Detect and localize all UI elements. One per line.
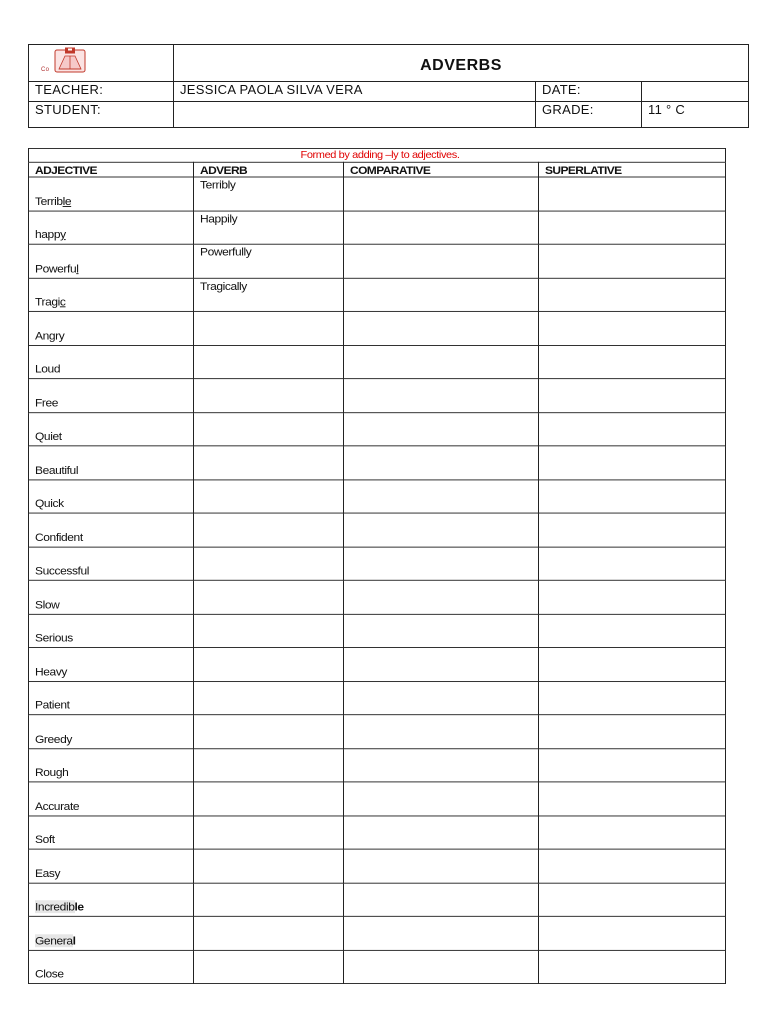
adjective-text: Quiet: [35, 429, 62, 443]
table-row: [29, 681, 726, 715]
comparative-cell[interactable]: [344, 412, 539, 446]
adjective-cell: [29, 345, 194, 379]
superlative-cell[interactable]: [539, 311, 726, 345]
adjective-text: Successful: [35, 564, 90, 578]
adjective-cell: [29, 614, 194, 648]
superlative-cell[interactable]: [539, 547, 726, 581]
table-row: [29, 412, 726, 446]
column-header-row: [29, 162, 726, 177]
adjective-text: Patient: [35, 698, 70, 712]
adjective-text: happ: [35, 228, 61, 241]
adverb-cell[interactable]: [194, 547, 344, 581]
comparative-cell[interactable]: [344, 244, 539, 278]
adverb-cell[interactable]: [194, 345, 344, 379]
adjective-ending: l: [72, 933, 76, 947]
superlative-cell[interactable]: [539, 816, 726, 850]
table-row: [29, 446, 726, 480]
superlative-cell[interactable]: [539, 715, 726, 749]
superlative-cell[interactable]: [539, 883, 726, 917]
student-label: STUDENT:: [29, 102, 174, 128]
superlative-cell[interactable]: [539, 244, 726, 278]
comparative-cell[interactable]: [344, 748, 539, 782]
adverb-cell[interactable]: [194, 715, 344, 749]
comparative-cell[interactable]: [344, 446, 539, 480]
adjective-cell: [29, 513, 194, 547]
date-field[interactable]: [642, 82, 749, 102]
column-header-comparative: COMPARATIVE: [344, 162, 539, 177]
school-logo-icon: [41, 47, 99, 73]
table-row: [29, 513, 726, 547]
table-row: [29, 379, 726, 413]
adjective-ending: le: [74, 900, 84, 914]
adverb-cell[interactable]: [194, 379, 344, 413]
superlative-cell[interactable]: [539, 479, 726, 513]
teacher-label: TEACHER:: [29, 82, 174, 102]
superlative-cell[interactable]: [539, 614, 726, 648]
superlative-cell[interactable]: [539, 513, 726, 547]
grade-value: 11 ° C: [642, 102, 749, 128]
comparative-cell[interactable]: [344, 211, 539, 245]
superlative-cell[interactable]: [539, 647, 726, 681]
superlative-cell[interactable]: [539, 379, 726, 413]
grade-label: GRADE:: [536, 102, 642, 128]
adverb-cell[interactable]: [194, 446, 344, 480]
adverb-cell[interactable]: [194, 748, 344, 782]
adverb-cell[interactable]: [194, 513, 344, 547]
adjective-text: Easy: [35, 866, 61, 880]
adverb-cell[interactable]: [194, 580, 344, 614]
adjective-ending: le: [62, 194, 72, 208]
comparative-cell[interactable]: [344, 715, 539, 749]
superlative-cell[interactable]: [539, 412, 726, 446]
svg-text:Co: Co: [41, 67, 50, 73]
table-row: [29, 849, 726, 883]
adjective-ending: l: [76, 261, 79, 275]
adjective-cell: [29, 950, 194, 984]
adjective-cell: [29, 278, 194, 312]
superlative-cell[interactable]: [539, 849, 726, 883]
comparative-cell[interactable]: [344, 513, 539, 547]
adjective-text: Quick: [35, 496, 64, 510]
adverb-cell[interactable]: Happily: [194, 211, 344, 245]
adjective-cell: [29, 479, 194, 513]
adjective-text: Powerfu: [35, 261, 77, 275]
superlative-cell[interactable]: [539, 950, 726, 984]
adverb-cell[interactable]: [194, 647, 344, 681]
adjective-text: Free: [35, 396, 59, 410]
table-row: [29, 479, 726, 513]
adjective-cell: [29, 849, 194, 883]
superlative-cell[interactable]: [539, 278, 726, 312]
date-label: DATE:: [536, 82, 642, 102]
column-header-adjective: ADJECTIVE: [29, 162, 194, 177]
column-header-superlative: SUPERLATIVE: [539, 162, 726, 177]
superlative-cell[interactable]: [539, 580, 726, 614]
adjective-cell: [29, 547, 194, 581]
adjective-cell: [29, 916, 194, 950]
superlative-cell[interactable]: [539, 681, 726, 715]
adjective-cell: [29, 211, 194, 245]
adjective-cell: [29, 647, 194, 681]
table-row: [29, 816, 726, 850]
comparative-cell[interactable]: [344, 345, 539, 379]
comparative-cell[interactable]: [344, 614, 539, 648]
adverb-cell[interactable]: [194, 782, 344, 816]
table-row: [29, 950, 726, 984]
comparative-cell[interactable]: [344, 547, 539, 581]
column-header-adverb: ADVERB: [194, 162, 344, 177]
page-title: ADVERBS: [174, 45, 749, 82]
adjective-cell: [29, 311, 194, 345]
table-row: [29, 311, 726, 345]
adjective-text: Soft: [35, 833, 55, 846]
header-table: [28, 44, 749, 128]
adjective-text: Heavy: [35, 664, 68, 678]
comparative-cell[interactable]: [344, 379, 539, 413]
comparative-cell[interactable]: [344, 816, 539, 850]
adjective-cell: [29, 816, 194, 850]
table-row: [29, 647, 726, 681]
adjective-cell: [29, 412, 194, 446]
table-row: [29, 177, 726, 211]
table-row: [29, 244, 726, 278]
superlative-cell[interactable]: [539, 345, 726, 379]
table-row: [29, 916, 726, 950]
adjective-cell: [29, 177, 194, 211]
comparative-cell[interactable]: [344, 883, 539, 917]
comparative-cell[interactable]: [344, 311, 539, 345]
comparative-cell[interactable]: [344, 647, 539, 681]
logo-cell: [29, 45, 174, 82]
adverb-cell[interactable]: [194, 681, 344, 715]
adjective-text: Genera: [35, 933, 73, 947]
adverb-cell[interactable]: [194, 614, 344, 648]
worksheet-table: [28, 148, 726, 984]
adjective-text: Tragi: [35, 295, 60, 309]
adjective-cell: [29, 580, 194, 614]
adverb-cell[interactable]: Powerfully: [194, 244, 344, 278]
comparative-cell[interactable]: [344, 278, 539, 312]
adjective-ending: y: [60, 228, 66, 241]
table-row: [29, 278, 726, 312]
student-field[interactable]: [174, 102, 536, 128]
adjective-text: Greedy: [35, 732, 72, 746]
adjective-text: Beautiful: [35, 463, 79, 477]
table-row: [29, 883, 726, 917]
table-row: [29, 547, 726, 581]
adjective-text: Terrib: [35, 194, 63, 208]
adjective-cell: [29, 244, 194, 278]
adverb-cell[interactable]: [194, 479, 344, 513]
adverb-cell[interactable]: Terribly: [194, 177, 344, 211]
teacher-value: JESSICA PAOLA SILVA VERA: [174, 82, 536, 102]
comparative-cell[interactable]: [344, 681, 539, 715]
adjective-cell: [29, 748, 194, 782]
superlative-cell[interactable]: [539, 177, 726, 211]
adjective-cell: [29, 883, 194, 917]
adjective-text: Close: [35, 967, 64, 981]
superlative-cell[interactable]: [539, 748, 726, 782]
adverb-cell[interactable]: [194, 849, 344, 883]
table-row: [29, 614, 726, 648]
adverb-cell[interactable]: [194, 412, 344, 446]
adjective-text: Incredib: [35, 900, 75, 914]
table-row: [29, 748, 726, 782]
adjective-cell: [29, 782, 194, 816]
adjective-cell: [29, 379, 194, 413]
adjective-text: Confident: [35, 530, 83, 544]
formation-note: Formed by adding –ly to adjectives.: [29, 148, 726, 162]
adjective-cell: [29, 446, 194, 480]
adverb-cell[interactable]: [194, 916, 344, 950]
superlative-cell[interactable]: [539, 916, 726, 950]
comparative-cell[interactable]: [344, 580, 539, 614]
adverb-cell[interactable]: [194, 950, 344, 984]
comparative-cell[interactable]: [344, 950, 539, 984]
superlative-cell[interactable]: [539, 782, 726, 816]
table-row: [29, 715, 726, 749]
adjective-text: Slow: [35, 597, 60, 611]
table-row: [29, 580, 726, 614]
superlative-cell[interactable]: [539, 446, 726, 480]
comparative-cell[interactable]: [344, 782, 539, 816]
adverb-cell[interactable]: [194, 311, 344, 345]
table-row: [29, 782, 726, 816]
comparative-cell[interactable]: [344, 479, 539, 513]
adjective-text: Rough: [35, 765, 69, 779]
comparative-cell[interactable]: [344, 177, 539, 211]
adjective-text: Angry: [35, 328, 65, 342]
superlative-cell[interactable]: [539, 211, 726, 245]
adjective-cell: [29, 715, 194, 749]
adjective-text: Serious: [35, 631, 73, 645]
comparative-cell[interactable]: [344, 916, 539, 950]
adjective-cell: [29, 681, 194, 715]
adjective-text: Loud: [35, 362, 61, 376]
comparative-cell[interactable]: [344, 849, 539, 883]
table-row: [29, 345, 726, 379]
adverb-cell[interactable]: [194, 883, 344, 917]
adjective-ending: c: [59, 295, 66, 309]
table-row: [29, 211, 726, 245]
adverb-cell[interactable]: [194, 816, 344, 850]
adverb-cell[interactable]: Tragically: [194, 278, 344, 312]
adjective-text: Accurate: [35, 799, 80, 813]
